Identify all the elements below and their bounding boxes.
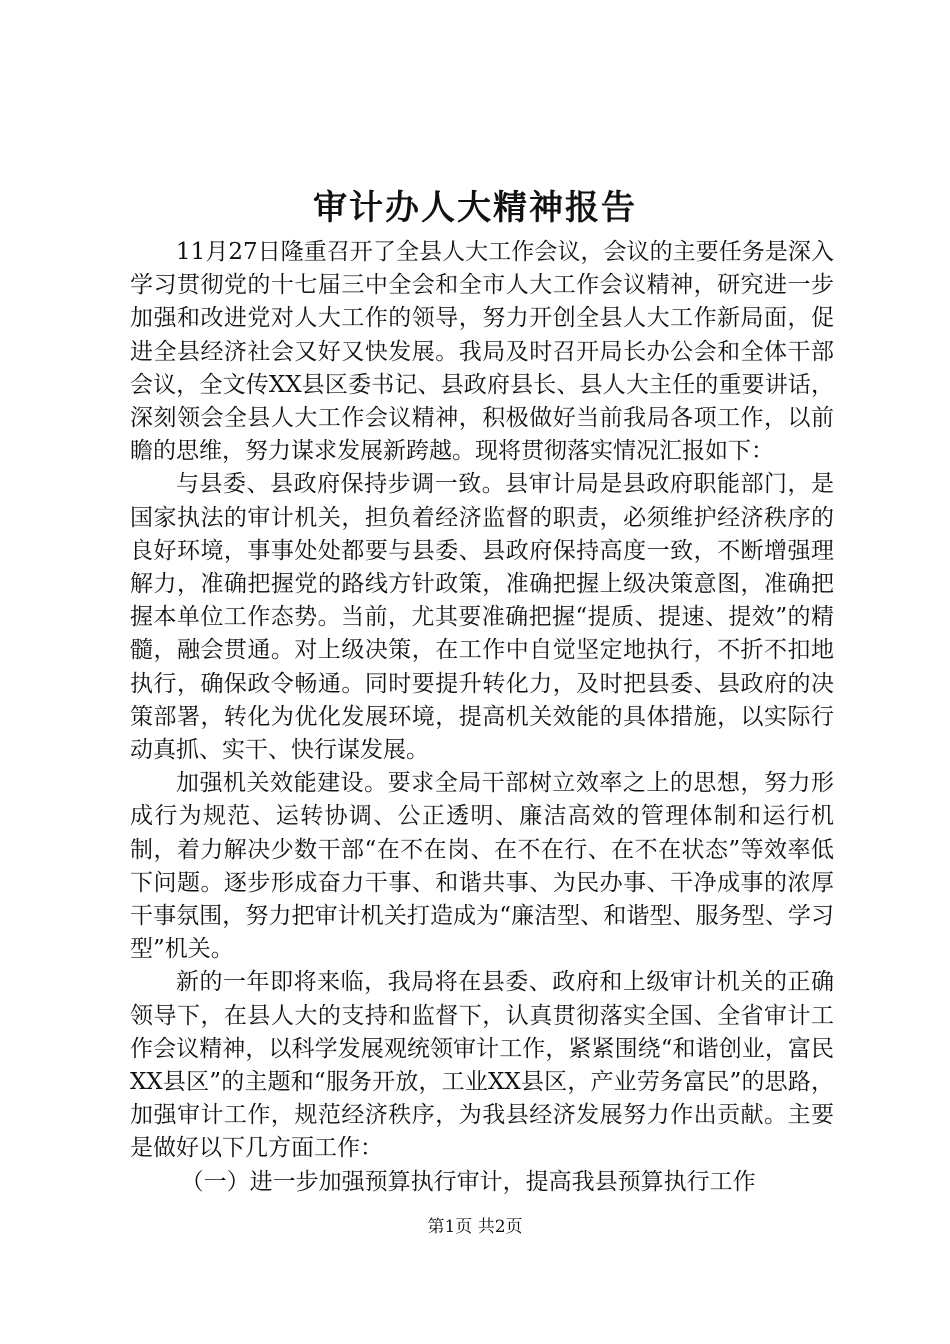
page-footer: 第1页 共2页 <box>427 1217 523 1237</box>
paragraph-step-alignment: 与县委、县政府保持步调一致。县审计局是县政府职能部门，是国家执法的审计机关，担负着经济监督的职责，必须维护经济秩序的良好环境，事事处处都要与县委、县政府保持高度一致，不断增强理解力，准确把握党的路线方针政策，准确把握上级决策意图，准确把握本单位工作态势。当前，尤其要准确把握“提质、提速、提效”的精髓，融会贯通。对上级决策，在工作中自觉坚定地执行，不折不扣地执行，确保政令畅通。同时要提升转化力，及时把县委、县政府的决策部署，转化为优化发展环境，提高机关效能的具体措施，以实际行动真抓、实干、快行谋发展。 <box>130 471 834 764</box>
paragraph-intro: 11月27日隆重召开了全县人大工作会议，会议的主要任务是深入学习贯彻党的十七届三中全会和全市人大工作会议精神，研究进一步加强和改进党对人大工作的领导，努力开创全县人大工作新局面，促进全县经济社会又好又快发展。我局及时召开局长办公会和全体干部会议，全文传XX县区委书记、县政府县长、县人大主任的重要讲话，深刻领会全县人大工作会议精神，积极做好当前我局各项工作，以前瞻的思维，努力谋求发展新跨越。现将贯彻落实情况汇报如下： <box>130 239 834 465</box>
paragraph-efficiency: 加强机关效能建设。要求全局干部树立效率之上的思想，努力形成行为规范、运转协调、公正透明、廉洁高效的管理体制和运行机制，着力解决少数干部“在不在岗、在不在行、在不在状态”等效率低下问题。逐步形成奋力干事、和谐共事、为民办事、干净成事的浓厚干事氛围，努力把审计机关打造成为“廉洁型、和谐型、服务型、学习型”机关。 <box>130 770 834 963</box>
paragraph-section-one: （一）进一步加强预算执行审计，提高我县预算执行工作 <box>180 1168 756 1195</box>
document-title: 审计办人大精神报告 <box>313 188 637 228</box>
paragraph-new-year: 新的一年即将来临，我局将在县委、政府和上级审计机关的正确领导下，在县人大的支持和监督下，认真贯彻落实全国、全省审计工作会议精神，以科学发展观统领审计工作，紧紧围绕“和谐创业，富民XX县区”的主题和“服务开放，工业XX县区，产业劳务富民”的思路，加强审计工作，规范经济秩序，为我县经济发展努力作出贡献。主要是做好以下几方面工作： <box>130 969 834 1162</box>
document-body <box>130 236 834 1199</box>
